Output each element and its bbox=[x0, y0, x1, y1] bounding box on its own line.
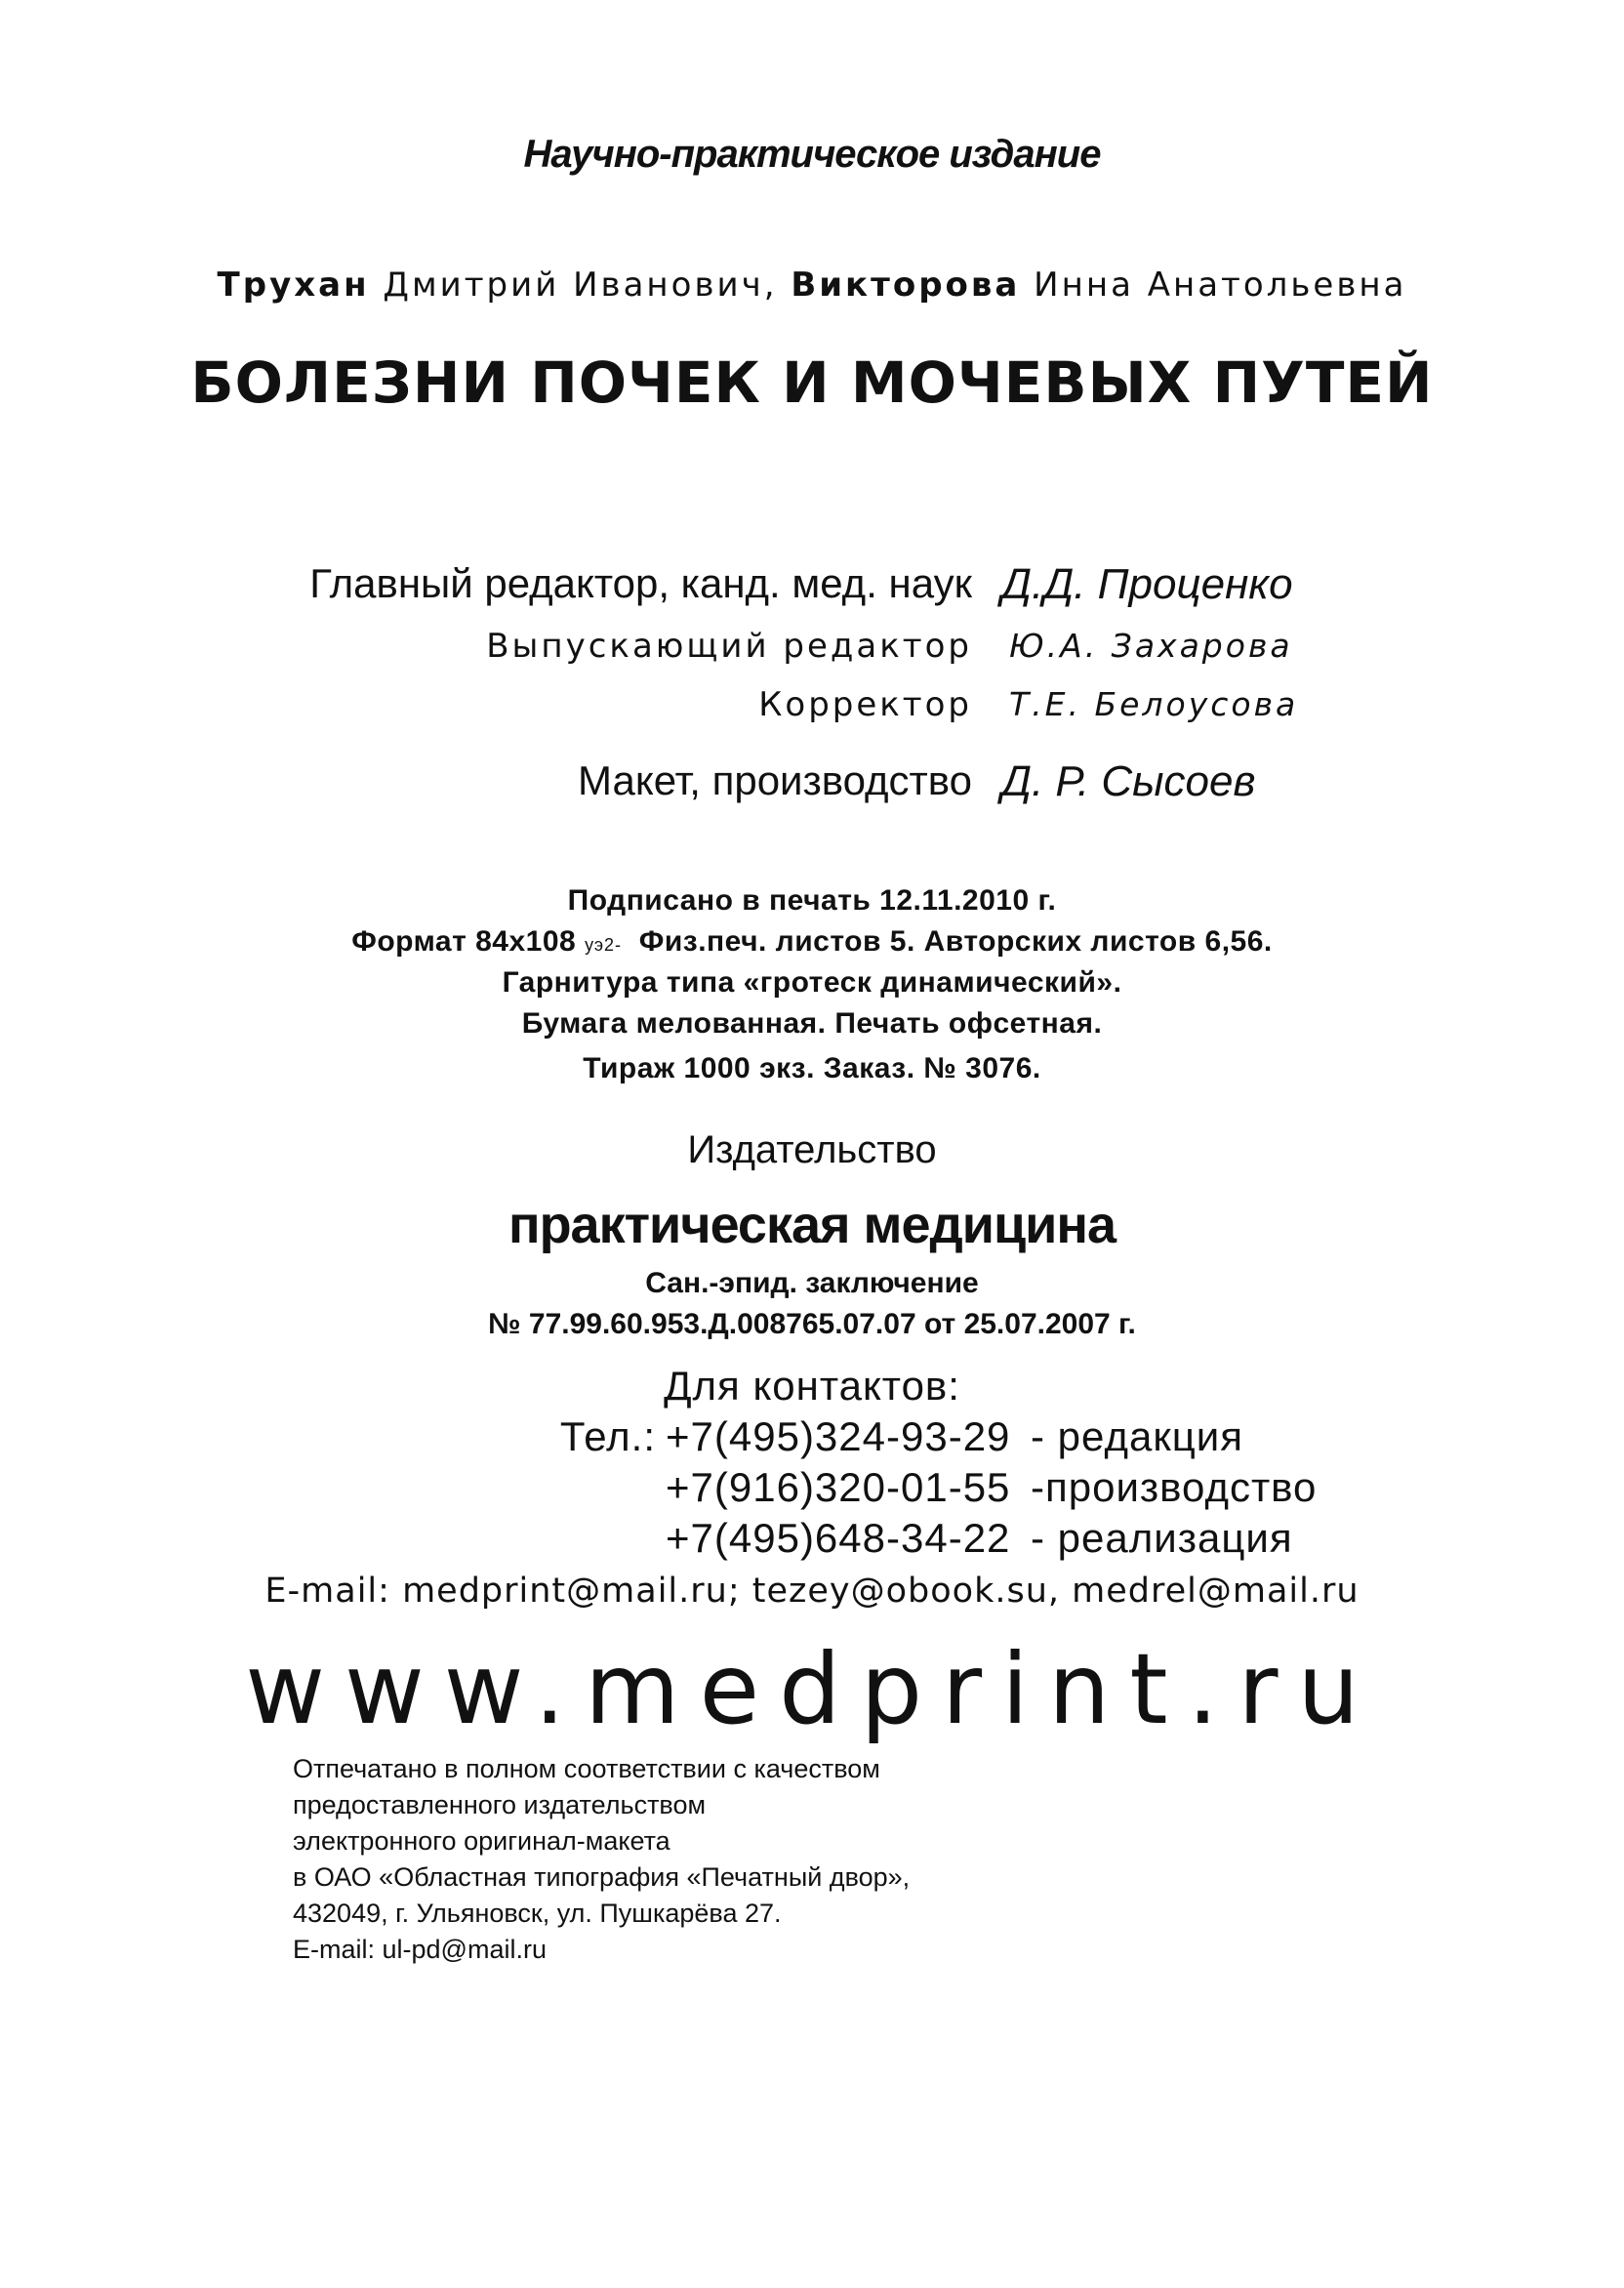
author-1-given: Дмитрий Иванович bbox=[383, 266, 764, 305]
authors-line bbox=[0, 266, 1624, 305]
imprint-format bbox=[0, 925, 1624, 959]
phone-number: +7(495)324-93-29 bbox=[666, 1413, 1011, 1459]
printer-line: E-mail: ul-pd@mail.ru bbox=[293, 1935, 547, 1964]
phone-prefix: Тел.: bbox=[559, 1413, 656, 1459]
phone-number: +7(495)648-34-22 bbox=[666, 1515, 1011, 1561]
author-1-surname: Трухан bbox=[217, 266, 370, 305]
contacts-label: Для контактов: bbox=[664, 1363, 960, 1409]
imprint-paper: Бумага мелованная. Печать офсетная. bbox=[521, 1007, 1103, 1040]
author-2-given: Инна Анатольевна bbox=[1034, 266, 1407, 305]
imprint-run: Тираж 1000 экз. Заказ. № 3076. bbox=[583, 1052, 1041, 1084]
printer-line: предоставленного издательством bbox=[293, 1790, 707, 1819]
phone-description: - реализация bbox=[1031, 1515, 1293, 1561]
printer-line: в ОАО «Областная типография «Печатный двор», bbox=[293, 1862, 911, 1892]
printer-info bbox=[293, 1751, 910, 1968]
contact-email-line: E-mail: medprint@mail.ru; tezey@obook.su, medrel@mail.ru bbox=[264, 1572, 1360, 1611]
imprint-format-unit: уэ2- bbox=[585, 935, 623, 955]
credit-row-layout bbox=[0, 757, 1624, 816]
phone-description: - редакция bbox=[1031, 1413, 1243, 1459]
imprint-signed: Подписано в печать 12.11.2010 г. bbox=[567, 884, 1057, 917]
imprint-format-b: Физ.печ. листов 5. Авторских листов 6,56. bbox=[638, 925, 1273, 958]
website-url: www.medprint.ru bbox=[245, 1632, 1379, 1746]
credit-name: Ю.А. Захарова bbox=[1009, 627, 1293, 665]
printer-line: Отпечатано в полном соответствии с качеством bbox=[293, 1754, 880, 1783]
credit-role: Выпускающий редактор bbox=[486, 627, 972, 666]
printer-line: 432049, г. Ульяновск, ул. Пушкарёва 27. bbox=[293, 1899, 782, 1928]
credit-name: Д. Р. Сысоев bbox=[1001, 757, 1256, 805]
printer-line: электронного оригинал-макета bbox=[293, 1826, 670, 1856]
imprint-format-a: Формат 84х108 bbox=[351, 925, 577, 958]
series-type: Научно-практическое издание bbox=[523, 133, 1101, 176]
publisher-name: практическая медицина bbox=[508, 1196, 1116, 1254]
authors-separator: , bbox=[763, 266, 778, 305]
credit-row-chief-editor bbox=[0, 560, 1624, 619]
credit-name: Т.Е. Белоусова bbox=[1009, 685, 1299, 723]
imprint-typeface: Гарнитура типа «гротеск динамический». bbox=[502, 966, 1122, 999]
credit-role: Макет, производство bbox=[578, 757, 972, 803]
author-2-surname: Викторова bbox=[791, 266, 1021, 305]
credit-name: Д.Д. Проценко bbox=[1001, 560, 1293, 608]
credit-row-release-editor bbox=[0, 627, 1624, 685]
san-number: № 77.99.60.953.Д.008765.07.07 от 25.07.2007 г. bbox=[488, 1308, 1136, 1340]
san-label: Сан.-эпид. заключение bbox=[645, 1267, 979, 1299]
phone-description: -производство bbox=[1031, 1464, 1318, 1510]
credit-row-proofreader bbox=[0, 685, 1624, 744]
credit-role: Корректор bbox=[758, 685, 972, 724]
publisher-label: Издательство bbox=[687, 1128, 937, 1171]
book-title: БОЛЕЗНИ ПОЧЕК И МОЧЕВЫХ ПУТЕЙ bbox=[190, 349, 1434, 416]
credit-role: Главный редактор, канд. мед. наук bbox=[309, 560, 972, 606]
phone-number: +7(916)320-01-55 bbox=[666, 1464, 1011, 1510]
